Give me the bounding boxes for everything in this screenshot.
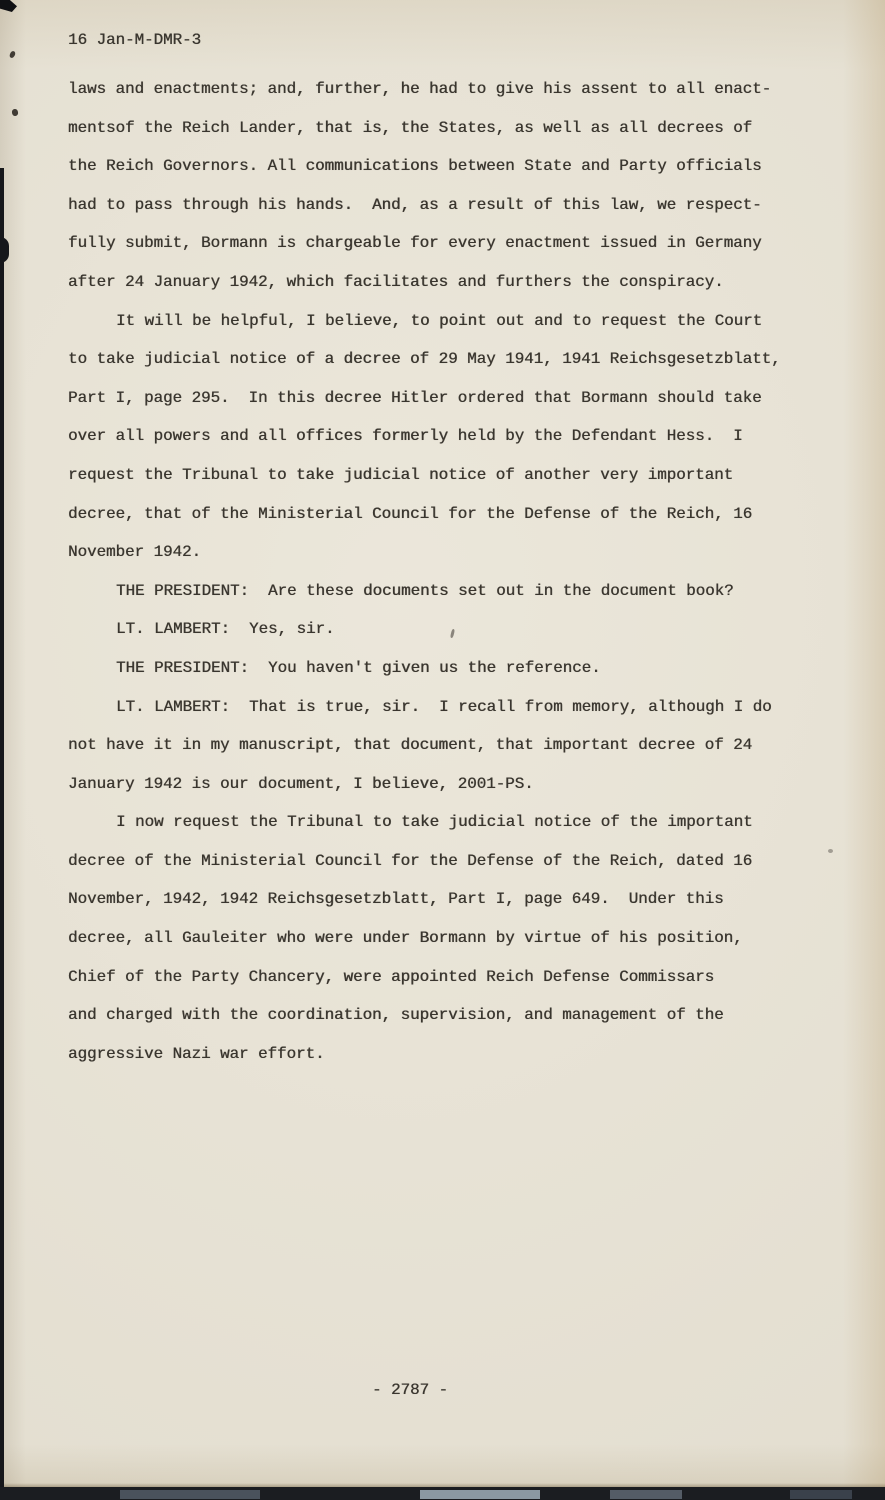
transcript-line: LT. LAMBERT: That is true, sir. I recall from memory, although I do [116,697,772,716]
margin-ink-speck [11,108,18,116]
transcript-line: fully submit, Bormann is chargeable for every enactment issued in Germany [68,234,762,253]
transcript-line: THE PRESIDENT: You haven't given us the reference. [116,658,601,677]
transcript-body [68,70,858,1073]
transcript-line: over all powers and all offices formerly held by the Defendant Hess. I [68,427,743,446]
transcript-line: aggressive Nazi war effort. [68,1044,325,1063]
transcript-line: laws and enactments; and, further, he had to give his assent to all enact- [68,80,772,98]
transcript-line: LT. LAMBERT: Yes, sir. [116,620,335,639]
transcript-line: November, 1942, 1942 Reichsgesetzblatt, Part I, page 649. Under this [68,890,724,909]
page-header: 16 Jan-M-DMR-3 [68,31,202,49]
scan-edge-patch [120,1490,260,1499]
transcript-line: decree of the Ministerial Council for the Defense of the Reich, dated 16 [68,851,753,870]
transcript-line: November 1942. [68,543,202,562]
transcript-line: THE PRESIDENT: Are these documents set out in the document book? [116,581,734,600]
scan-edge-patch [420,1490,540,1499]
transcript-line: after 24 January 1942, which facilitates and furthers the conspiracy. [68,272,724,291]
transcript-line: I now request the Tribunal to take judicial notice of the important [116,813,753,832]
transcript-line: decree, that of the Ministerial Council for the Defense of the Reich, 16 [68,504,753,523]
margin-ink-speck [9,50,16,58]
scan-edge-patch [790,1490,852,1499]
transcript-line: not have it in my manuscript, that document, that important decree of 24 [68,736,753,755]
scan-edge-patch [610,1490,682,1499]
transcript-line: decree, all Gauleiter who were under Bormann by virtue of his position, [68,929,743,948]
transcript-line: and charged with the coordination, supervision, and management of the [68,1006,724,1025]
transcript-line: It will be helpful, I believe, to point out and to request the Court [116,311,763,330]
stray-ink-mark [828,849,833,853]
page-number: - 2787 - [372,1381,449,1399]
transcript-line: Chief of the Party Chancery, were appointed Reich Defense Commissars [68,967,715,986]
transcript-line: the Reich Governors. All communications between State and Party officials [68,157,762,176]
scan-edge-bottom [0,1487,885,1500]
scan-edge-left [0,168,4,1500]
transcript-line: had to pass through his hands. And, as a result of this law, we respect- [68,195,762,214]
transcript-line: to take judicial notice of a decree of 29 May 1941, 1941 Reichsgesetzblatt, [68,350,781,369]
transcript-line: request the Tribunal to take judicial notice of another very important [68,465,734,484]
transcript-line: mentsof the Reich Lander, that is, the States, as well as all decrees of [68,118,753,137]
transcript-line: January 1942 is our document, I believe, 2001-PS. [68,774,534,793]
transcript-line: Part I, page 295. In this decree Hitler ordered that Bormann should take [68,388,762,407]
